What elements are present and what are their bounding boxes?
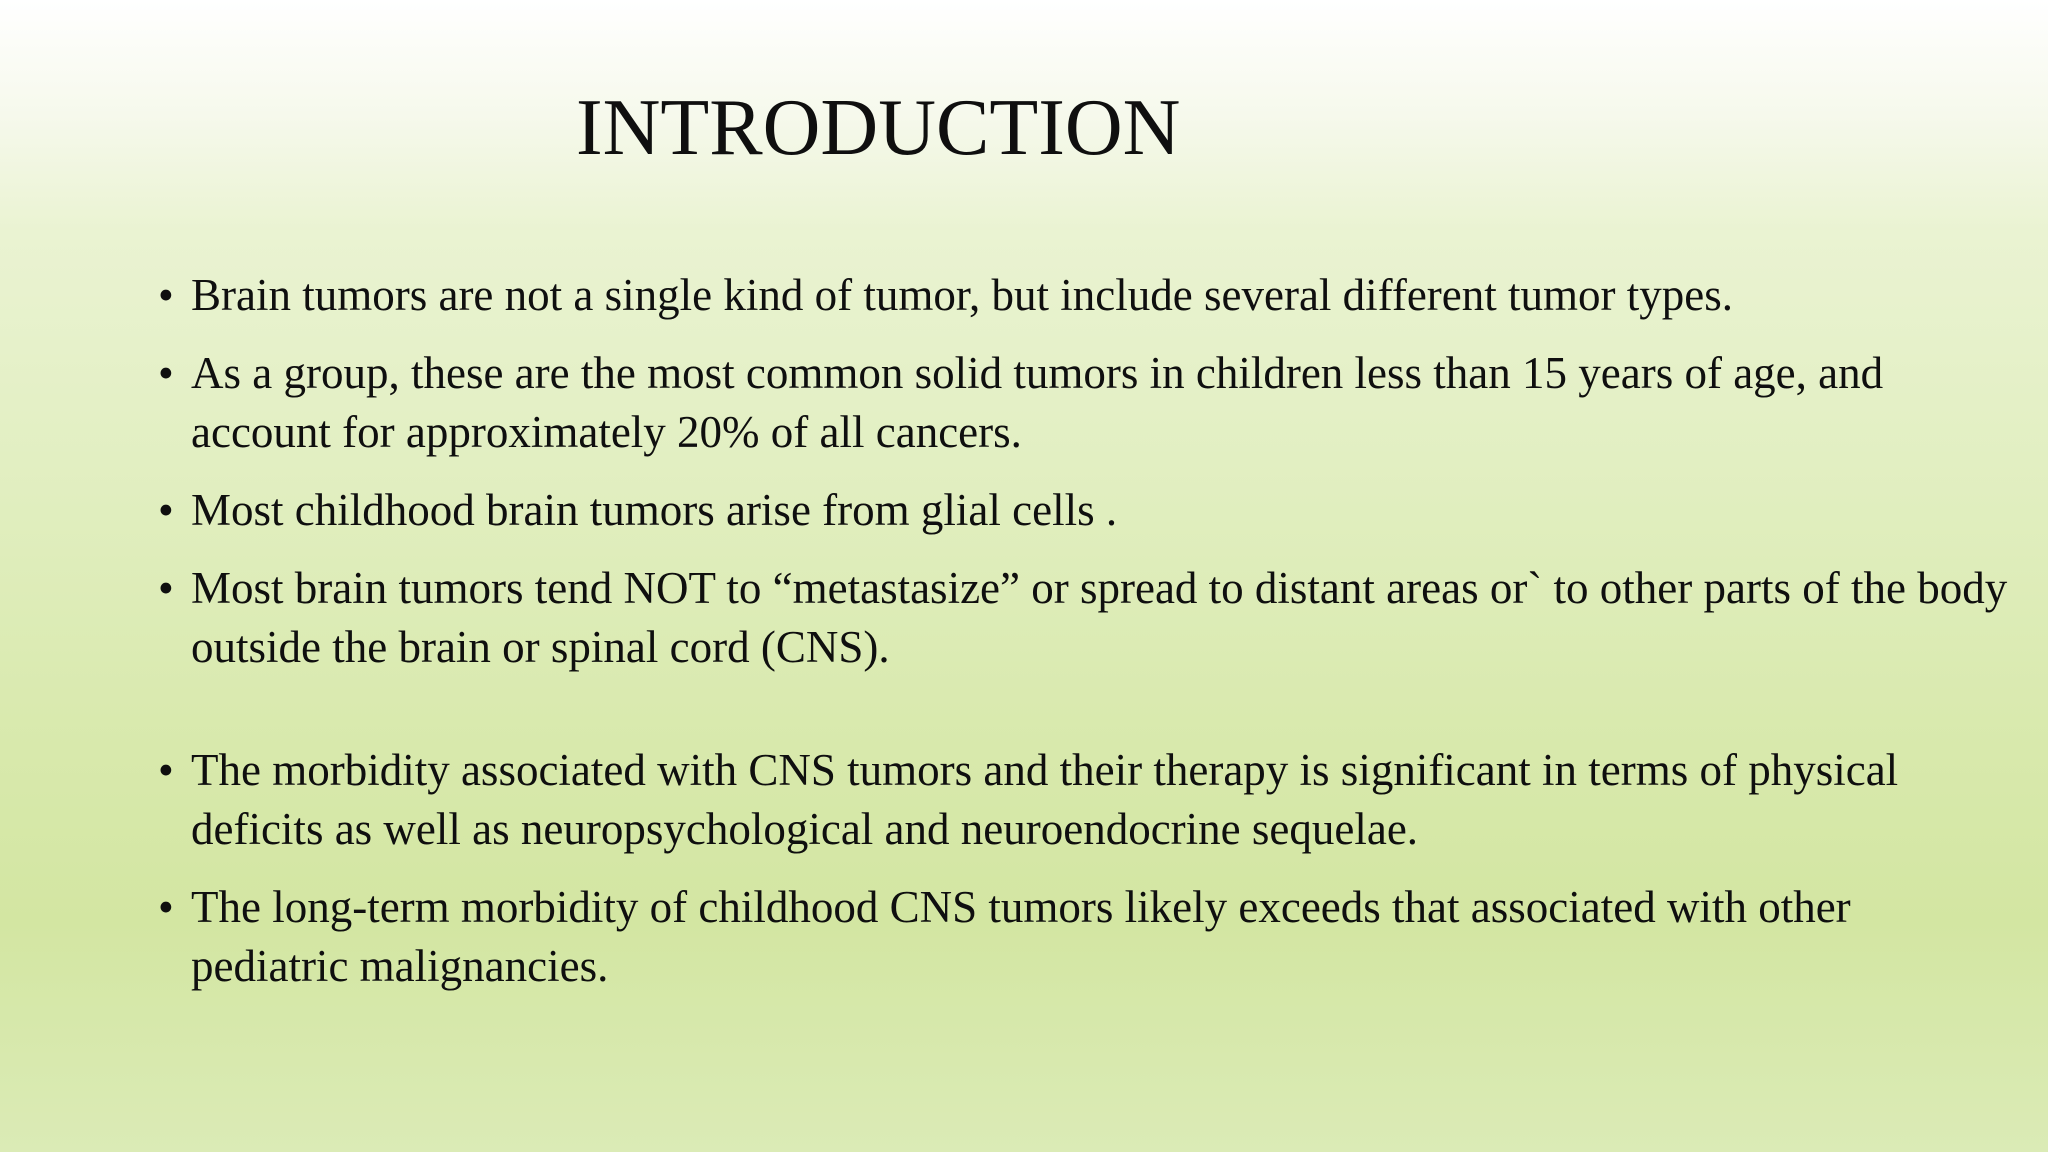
bullet-item: [158, 559, 2018, 677]
bullet-text: Most childhood brain tumors arise from glial cells .: [191, 485, 1118, 535]
bullet-text: The long-term morbidity of childhood CNS tumors likely exceeds that associated with other pediatric malignancies.: [191, 882, 1851, 991]
bullet-text: Most brain tumors tend NOT to “metastasize” or spread to distant areas or` to other parts of the body outside the brain or spinal cord (CNS).: [191, 563, 2008, 672]
bullet-item: [158, 741, 2018, 859]
bullet-list: [158, 266, 2018, 1015]
bullet-text: The morbidity associated with CNS tumors and their therapy is significant in terms of physical deficits as well as neuropsychological and neuroendocrine sequelae.: [191, 745, 1899, 854]
bullet-dot-icon: •: [158, 563, 174, 613]
slide-title: INTRODUCTION: [576, 84, 1181, 172]
bullet-dot-icon: •: [158, 348, 174, 398]
bullet-dot-icon: •: [158, 485, 174, 535]
bullet-item: [158, 266, 2018, 325]
bullet-dot-icon: •: [158, 745, 174, 795]
bullet-text: Brain tumors are not a single kind of tumor, but include several different tumor types.: [191, 270, 1733, 320]
bullet-dot-icon: •: [158, 270, 174, 320]
bullet-item: [158, 344, 2018, 462]
bullet-item: [158, 878, 2018, 996]
bullet-dot-icon: •: [158, 882, 174, 932]
bullet-item: [158, 481, 2018, 540]
bullet-text: As a group, these are the most common solid tumors in children less than 15 years of age, and account for approximately 20% of all cancers.: [191, 348, 1884, 457]
